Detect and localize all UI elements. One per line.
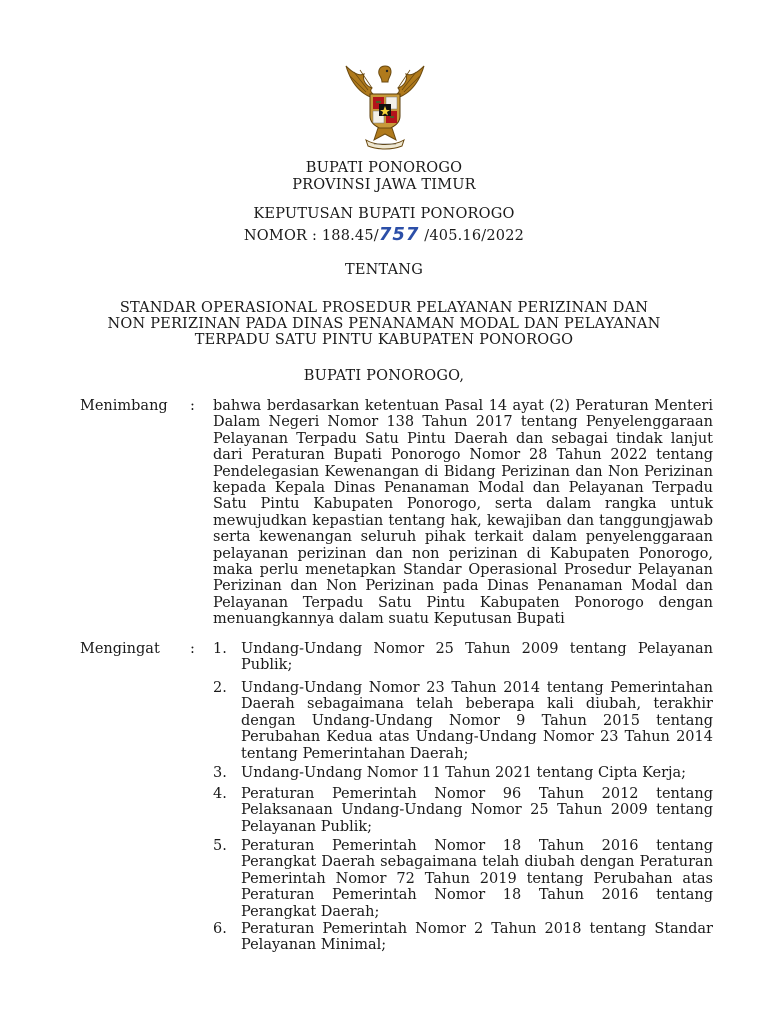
list-item xyxy=(213,921,713,954)
garuda-emblem-icon xyxy=(334,60,436,152)
province-title: PROVINSI JAWA TIMUR xyxy=(292,177,476,193)
decree-number xyxy=(0,224,768,245)
list-item xyxy=(213,838,713,920)
list-item-text: Undang-Undang Nomor 11 Tahun 2021 tentang Cipta Kerja; xyxy=(241,765,687,781)
list-item-number: 4. xyxy=(213,786,227,802)
list-item-text: Undang-Undang Nomor 23 Tahun 2014 tentang Pemerintahan Daerah sebagaimana telah beberapa kali diubah, terakhir dengan Undang-Undang Nomor 9 Tahun 2015 tentang Perubahan Kedua atas Undang-Undang Nomor 23 Tahun 2014 tentang Pemerintahan Daerah; xyxy=(241,680,713,762)
decree-title: KEPUTUSAN BUPATI PONOROGO xyxy=(253,206,515,222)
list-item-number: 5. xyxy=(213,838,227,854)
list-item-text: Peraturan Pemerintah Nomor 96 Tahun 2012 tentang Pelaksanaan Undang-Undang Nomor 25 Tahun 2009 tentang Pelayanan Publik; xyxy=(241,786,713,835)
tentang-heading: TENTANG xyxy=(345,262,423,278)
mengingat-label: Mengingat xyxy=(80,641,160,657)
menimbang-text: bahwa berdasarkan ketentuan Pasal 14 ayat (2) Peraturan Menteri Dalam Negeri Nomor 138 Tahun 2017 tentang Penyelenggaraan Pelayanan Terpadu Satu Pintu Daerah dan sebagai tindak lanjut dari Peraturan Bupati Ponorogo Nomor 28 Tahun 2022 tentang Pendelegasian Kewenangan di Bidang Perizinan dan Non Perizinan kepada Kepala Dinas Penanaman Modal dan Pelayanan Terpadu Satu Pintu Kabupaten Ponorogo, serta dalam rangka untuk mewujudkan kepastian tentang hak, kewajiban dan tanggungjawab serta kewenangan seluruh pihak terkait dalam penyelenggaraan pelayanan perizinan dan non perizinan di Kabupaten Ponorogo, maka perlu menetapkan Standar Operasional Prosedur Pelayanan Perizinan dan Non Perizinan pada Dinas Penanaman Modal dan Pelayanan Terpadu Satu Pintu Kabupaten Ponorogo dengan menuangkannya dalam suatu Keputusan Bupati xyxy=(213,398,713,628)
menimbang-label: Menimbang xyxy=(80,398,168,414)
subject-line-2: NON PERIZINAN PADA DINAS PENANAMAN MODAL DAN PELAYANAN xyxy=(107,316,661,332)
list-item-number: 6. xyxy=(213,921,227,937)
list-item xyxy=(213,765,713,781)
handwritten-number: 757 xyxy=(378,224,420,245)
mengingat-colon: : xyxy=(190,641,195,657)
subject-line-1: STANDAR OPERASIONAL PROSEDUR PELAYANAN PERIZINAN DAN xyxy=(119,300,649,316)
list-item-text: Peraturan Pemerintah Nomor 18 Tahun 2016 tentang Perangkat Daerah sebagaimana telah diubah dengan Peraturan Pemerintah Nomor 72 Tahun 2019 tentang Perubahan atas Peraturan Pemerintah Nomor 18 Tahun 2016 tentang Perangkat Daerah; xyxy=(241,838,713,920)
list-item xyxy=(213,786,713,835)
menimbang-colon: : xyxy=(190,398,195,414)
list-item xyxy=(213,641,713,674)
decree-number-prefix: NOMOR : 188.45/ xyxy=(243,228,379,244)
list-item-number: 1. xyxy=(213,641,227,657)
regent-title: BUPATI PONOROGO xyxy=(305,160,463,176)
subject-line-3: TERPADU SATU PINTU KABUPATEN PONOROGO xyxy=(194,332,574,348)
list-item-number: 2. xyxy=(213,680,227,696)
list-item-text: Undang-Undang Nomor 25 Tahun 2009 tentang Pelayanan Publik; xyxy=(241,641,713,674)
list-item xyxy=(213,680,713,762)
list-item-text: Peraturan Pemerintah Nomor 2 Tahun 2018 tentang Standar Pelayanan Minimal; xyxy=(241,921,713,954)
speaker-line: BUPATI PONOROGO, xyxy=(303,368,465,384)
list-item-number: 3. xyxy=(213,765,227,781)
decree-number-suffix: /405.16/2022 xyxy=(419,228,525,244)
